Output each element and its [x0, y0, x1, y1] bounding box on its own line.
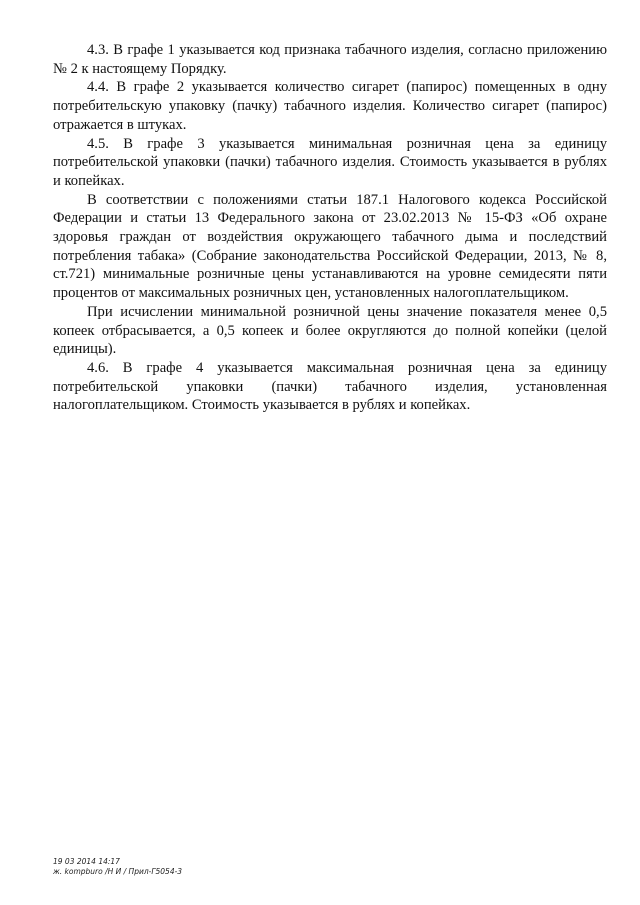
paragraph-legal-basis: В соответствии с положениями статьи 187.1 Налогового кодекса Российской Федерации и статьи 13 Федерального закона от 23.02.2013 № 15-ФЗ «Об охране здоровья граждан от воздействия окружающего табачного дыма и последствий потребления табака» (Собрание законодательства Российской Федерации, 2013, № 8, ст.721) минимальные розничные цены устанавливаются на уровне семидесяти пяти процентов от максимальных розничных цен, установленных налогоплательщиком. — [53, 191, 607, 302]
footer-file-path: ж. kompburo /Н И / Прил-Г5054-3 — [53, 867, 183, 876]
paragraph-rounding-rule: При исчислении минимальной розничной цены значение показателя менее 0,5 копеек отбрасывается, а 0,5 копеек и более округляются до полной копейки (целой единицы). — [53, 303, 607, 358]
paragraph-4-5: 4.5. В графе 3 указывается минимальная розничная цена за единицу потребительской упаковки (пачки) табачного изделия. Стоимость указывается в рублях и копейках. — [53, 135, 607, 189]
document-footer — [53, 857, 182, 877]
paragraph-4-6: 4.6. В графе 4 указывается максимальная розничная цена за единицу потребительской упаковки (пачки) табачного изделия, установленная налогоплательщиком. Стоимость указывается в рублях и копейках. — [53, 359, 607, 414]
paragraph-4-3: 4.3. В графе 1 указывается код признака табачного изделия, согласно приложению № 2 к настоящему Порядку. — [53, 42, 607, 77]
document-body — [53, 41, 607, 415]
footer-timestamp: 19 03 2014 14:17 — [53, 857, 120, 866]
paragraph-4-4: 4.4. В графе 2 указывается количество сигарет (папирос) помещенных в одну потребительскую упаковку (пачку) табачного изделия. Количество сигарет (папирос) отражается в штуках. — [53, 79, 607, 133]
